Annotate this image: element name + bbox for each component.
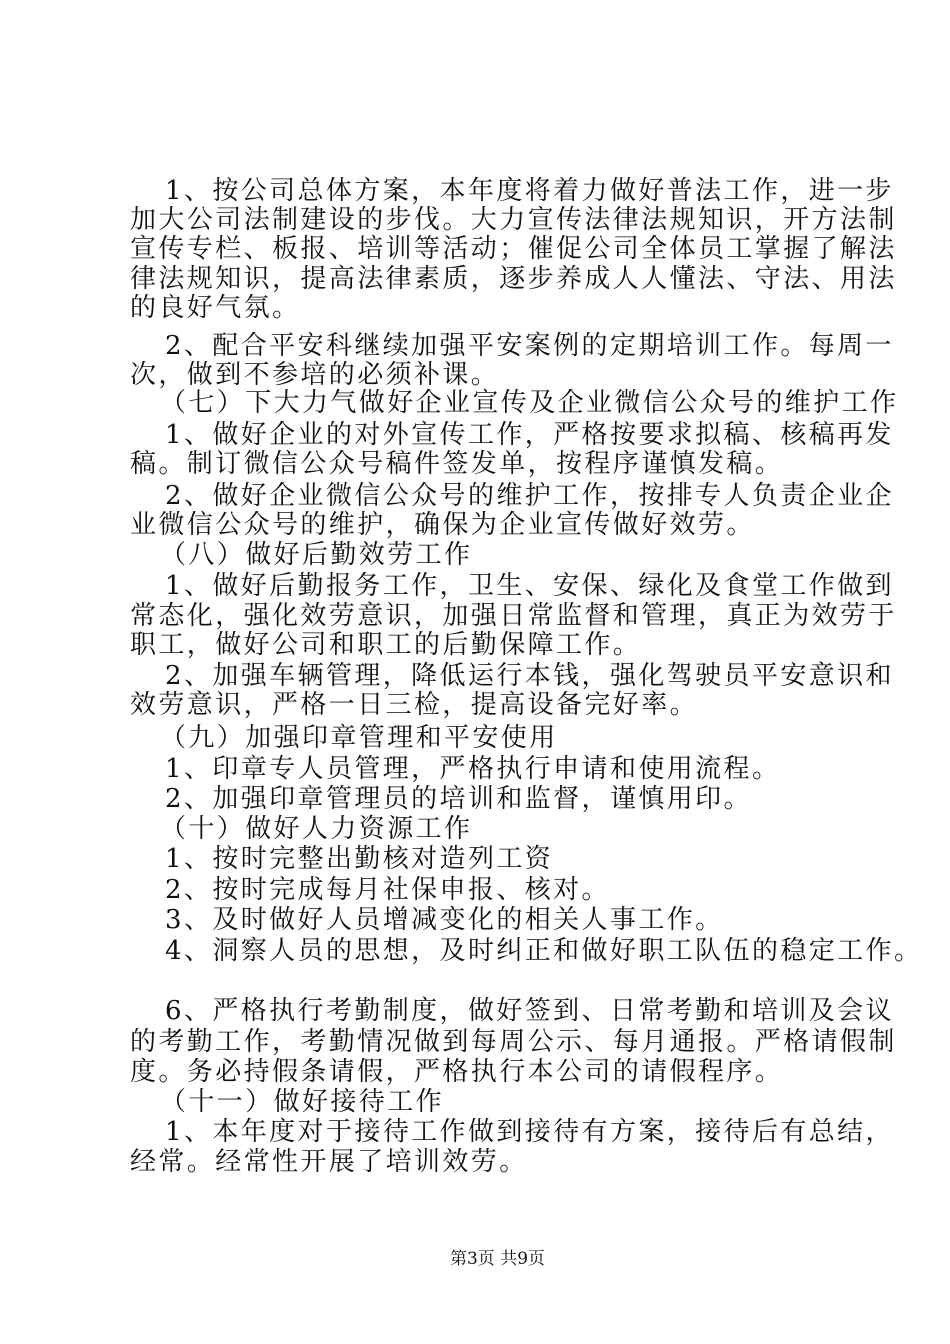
paragraph-line: 度。务必持假条请假，严格执行本公司的请假程序。 <box>130 1057 784 1087</box>
paragraph-line: 的考勤工作，考勤情况做到每周公示、每月通报。严格请假制 <box>130 1027 897 1057</box>
paragraph-line: 2、加强车辆管理，降低运行本钱，强化驾驶员平安意识和 <box>165 661 894 691</box>
section-heading: （九）加强印章管理和平安使用 <box>160 723 558 753</box>
paragraph-line: 经常。经常性开展了培训效劳。 <box>130 1147 528 1177</box>
paragraph-line: 1、本年度对于接待工作做到接待有方案，接待后有总结， <box>165 1117 894 1147</box>
page-footer: 第3页 共9页 <box>449 1249 546 1269</box>
paragraph-line: 的良好气氛。 <box>130 293 301 323</box>
paragraph-line: 常态化，强化效劳意识，加强日常监督和管理，真正为效劳于 <box>130 601 897 631</box>
paragraph-line: 1、按公司总体方案，本年度将着力做好普法工作，进一步 <box>165 176 894 206</box>
paragraph-line: 1、印章专人员管理，严格执行申请和使用流程。 <box>165 754 781 784</box>
paragraph-line: 加大公司法制建设的步伐。大力宣传法律法规知识，开方法制 <box>130 205 897 235</box>
paragraph-line: 2、按时完成每月社保申报、核对。 <box>165 875 610 905</box>
paragraph-line: 次，做到不参培的必须补课。 <box>130 360 500 390</box>
paragraph-line: 效劳意识，严格一日三检，提高设备完好率。 <box>130 690 699 720</box>
paragraph-line: 3、及时做好人员增减变化的相关人事工作。 <box>165 905 724 935</box>
paragraph-line: 职工，做好公司和职工的后勤保障工作。 <box>130 630 642 660</box>
paragraph-line: 2、加强印章管理员的培训和监督，谨慎用印。 <box>165 784 752 814</box>
paragraph-line: 2、配合平安科继续加强平安案例的定期培训工作。每周一 <box>165 331 894 361</box>
section-heading: （十一）做好接待工作 <box>160 1087 445 1117</box>
paragraph-line: 1、按时完整出勤核对造列工资 <box>165 844 554 874</box>
paragraph-line: 业微信公众号的维护，确保为企业宣传做好效劳。 <box>130 510 755 540</box>
paragraph-line: 4、洞察人员的思想，及时纠正和做好职工队伍的稳定工作。 <box>165 936 923 966</box>
paragraph-line: 6、严格执行考勤制度，做好签到、日常考勤和培训及会议 <box>165 996 894 1026</box>
paragraph-line: 1、做好企业的对外宣传工作，严格按要求拟稿、核稿再发 <box>165 420 894 450</box>
paragraph-line: 2、做好企业微信公众号的维护工作，按排专人负责企业企 <box>165 481 894 511</box>
paragraph-line: 律法规知识，提高法律素质，逐步养成人人懂法、守法、用法 <box>130 264 897 294</box>
paragraph-line: 稿。制订微信公众号稿件签发单，按程序谨慎发稿。 <box>130 449 784 479</box>
section-heading: （十）做好人力资源工作 <box>160 814 473 844</box>
section-heading: （八）做好后勤效劳工作 <box>160 540 473 570</box>
paragraph-line: 1、做好后勤报务工作，卫生、安保、绿化及食堂工作做到 <box>165 571 894 601</box>
paragraph-line: 宣传专栏、板报、培训等活动；催促公司全体员工掌握了解法 <box>130 234 897 264</box>
section-heading: （七）下大力气做好企业宣传及企业微信公众号的维护工作 <box>160 388 899 418</box>
